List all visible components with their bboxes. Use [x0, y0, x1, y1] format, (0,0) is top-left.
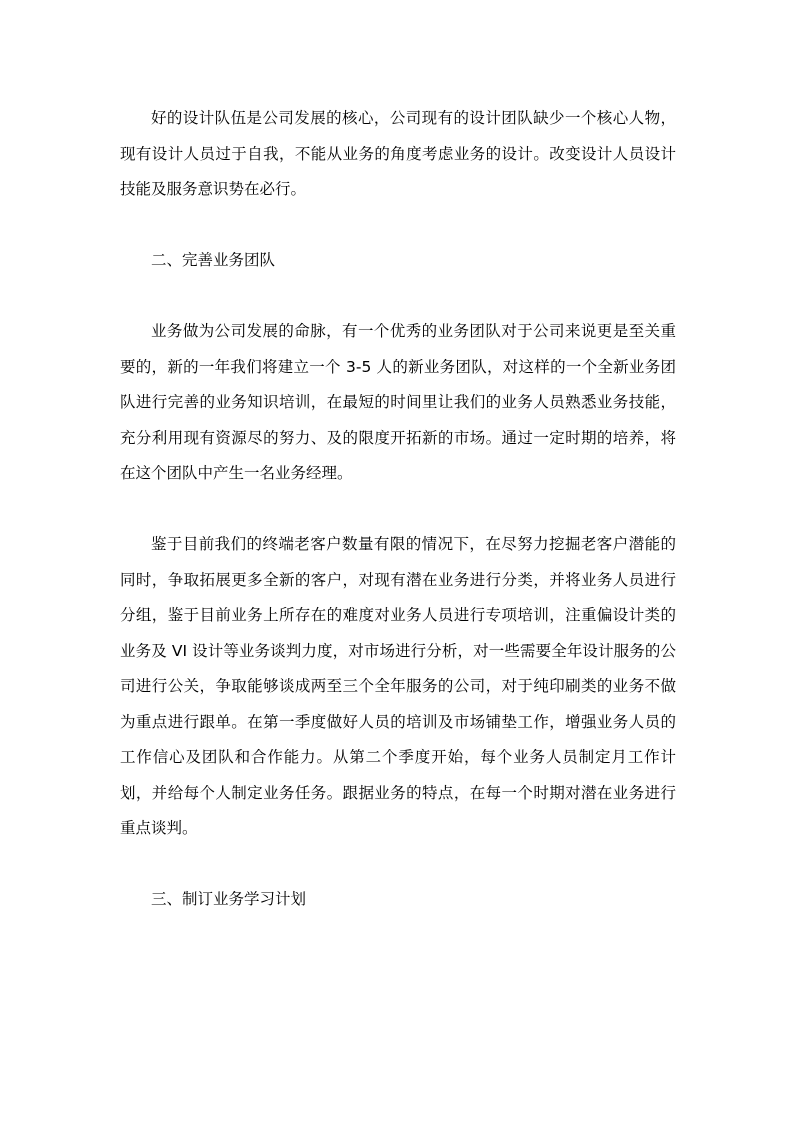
section-heading-2: 二、完善业务团队: [151, 251, 276, 269]
paragraph-customer-expansion: 鉴于目前我们的终端老客户数量有限的情况下，在尽努力挖掘老客户潜能的同时，争取拓展更多全新的客户，对现有潜在业务进行分类，并将业务人员进行分组，鉴于目前业务上所存在的难度对业务人员进行专项培训，注重偏设计类的业务及 VI 设计等业务谈判力度，对市场进行分析，对一些需要全年设计服务的公司进行公关，争取能够谈成两至三个全年服务的公司，对于纯印刷类的业务不做为重点进行跟单。在第一季度做好人员的培训及市场铺垫工作，增强业务人员的工作信心及团队和合作能力。从第二个季度开始，每个业务人员制定月工作计划，并给每个人制定业务任务。跟据业务的特点，在每一个时期对潜在业务进行重点谈判。: [120, 535, 676, 837]
document-body: [120, 101, 676, 953]
paragraph-business-team: 业务做为公司发展的命脉，有一个优秀的业务团队对于公司来说更是至关重要的，新的一年我们将建立一个 3-5 人的新业务团队，对这样的一个全新业务团队进行完善的业务知识培训，在最短的时间里让我们的业务人员熟悉业务技能，充分利用现有资源尽的努力、及的限度开拓新的市场。通过一定时期的培养，将在这个团队中产生一名业务经理。: [120, 322, 676, 482]
paragraph-design-team: 好的设计队伍是公司发展的核心，公司现有的设计团队缺少一个核心人物，现有设计人员过于自我，不能从业务的角度考虑业务的设计。改变设计人员设计技能及服务意识势在必行。: [120, 109, 676, 198]
section-heading-3: 三、制订业务学习计划: [151, 890, 307, 908]
